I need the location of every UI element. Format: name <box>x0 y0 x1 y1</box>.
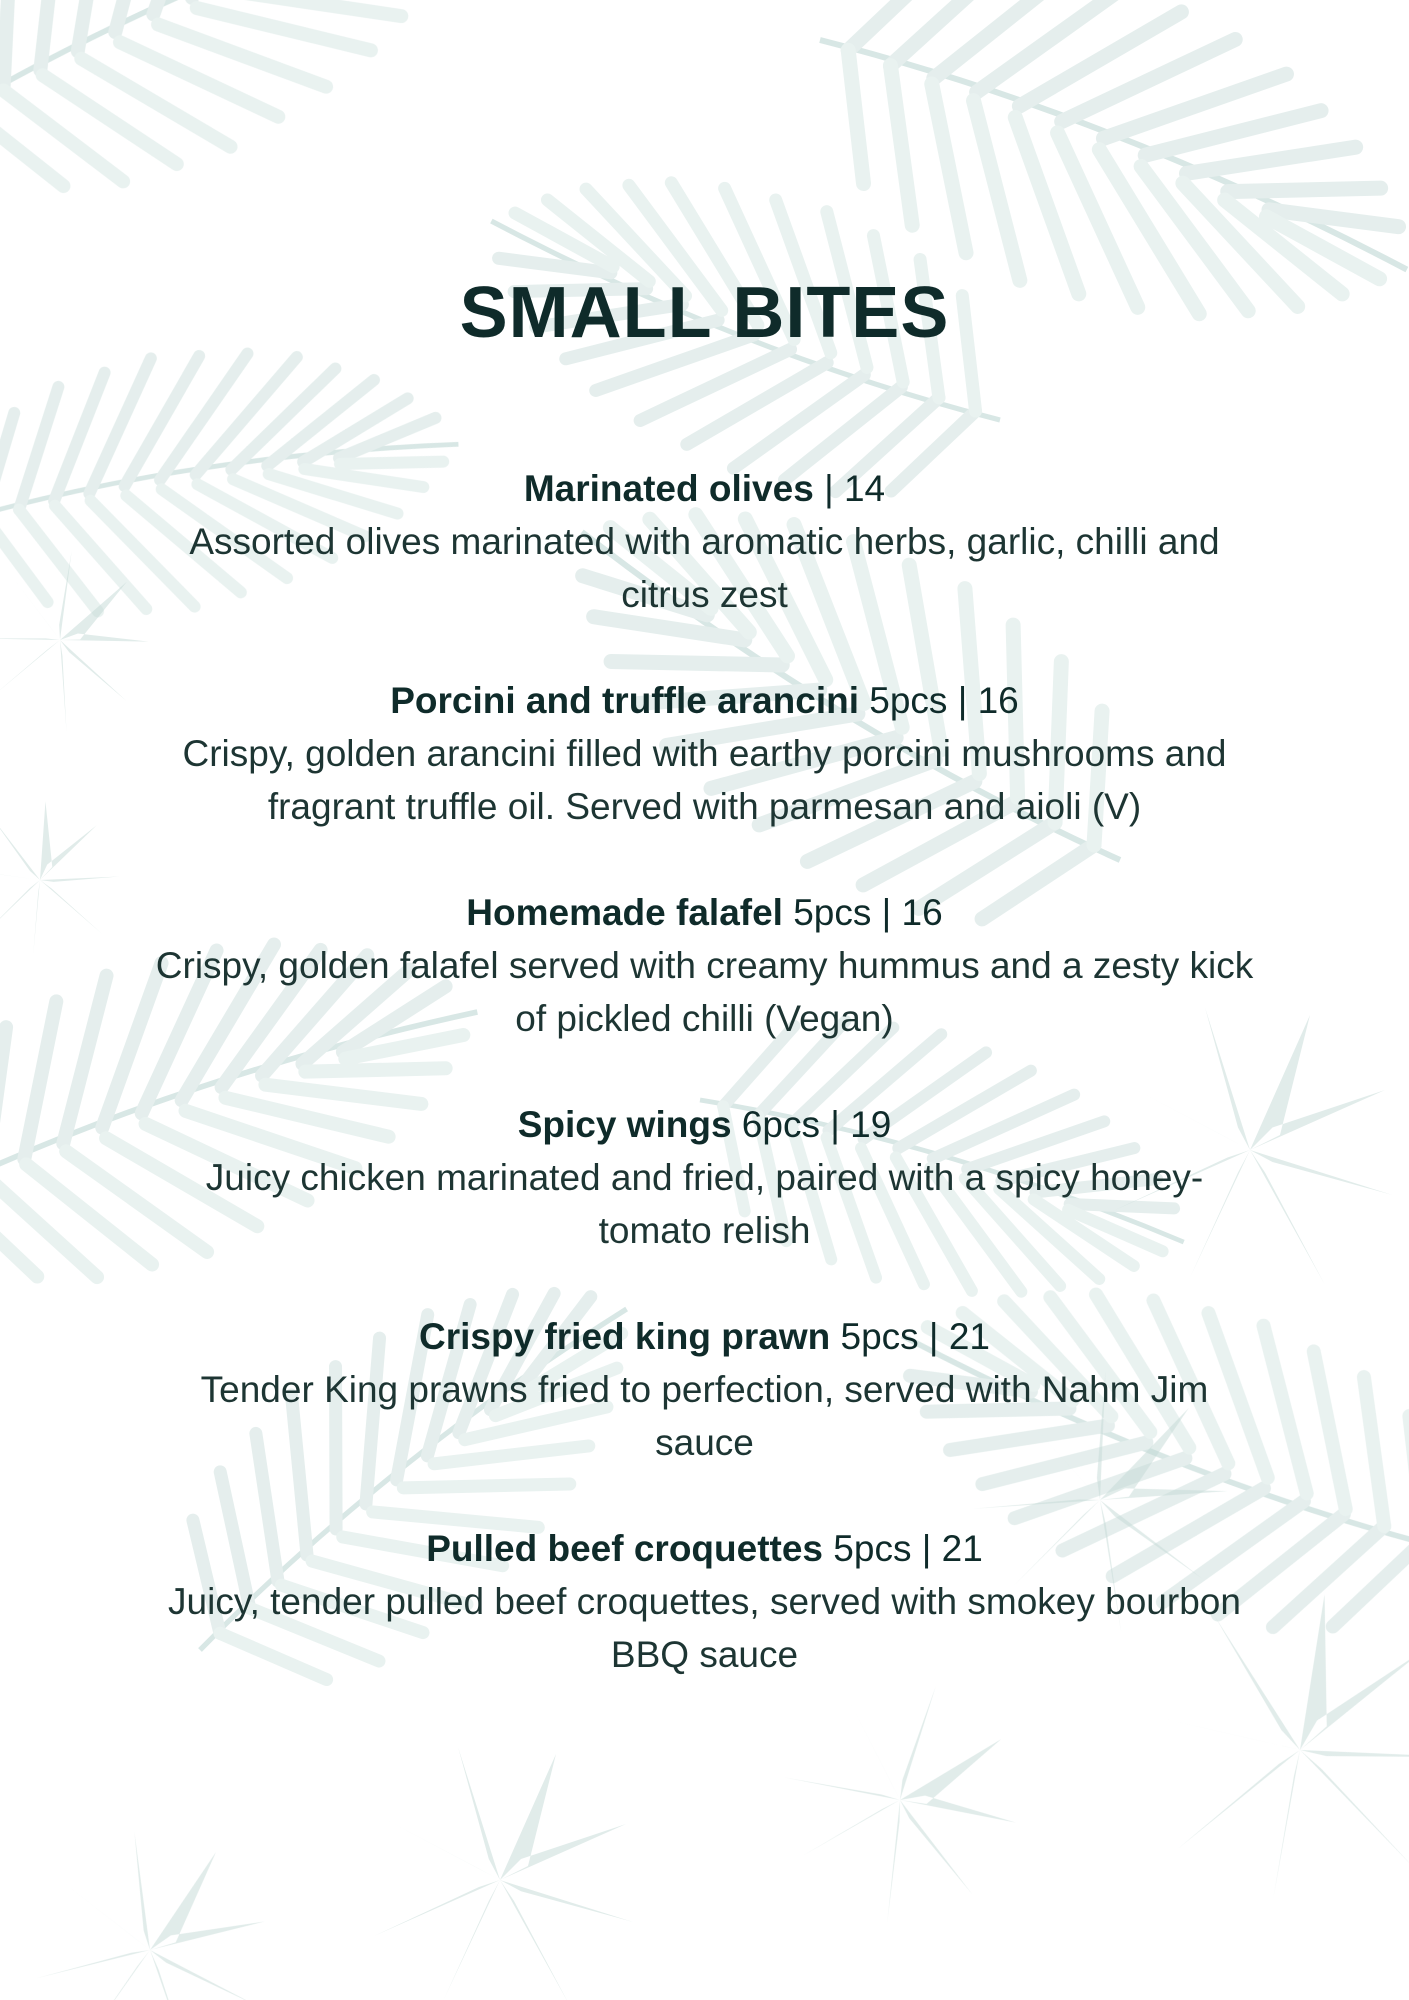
menu-item <box>120 674 1289 886</box>
menu-item-description: Juicy, tender pulled beef croquettes, served with smokey bourbon BBQ sauce <box>168 1581 1241 1675</box>
menu-item-name: Crispy fried king prawn <box>419 1316 831 1357</box>
menu-item-price: 5pcs | 21 <box>823 1528 983 1569</box>
menu-item-heading <box>120 886 1289 939</box>
menu-item-heading <box>120 462 1289 515</box>
menu-item-price: 5pcs | 21 <box>830 1316 990 1357</box>
menu-item-price: 5pcs | 16 <box>782 892 943 933</box>
menu-item-name: Porcini and truffle arancini <box>390 680 859 721</box>
menu-item-heading <box>120 1098 1289 1151</box>
menu-item-price: 5pcs | 16 <box>859 680 1019 721</box>
menu-item-price: 6pcs | 19 <box>731 1104 892 1145</box>
page-title: SMALL BITES <box>459 273 950 353</box>
menu-list <box>120 462 1289 1734</box>
menu-item-description: Tender King prawns fried to perfection, served with Nahm Jim sauce <box>200 1369 1209 1463</box>
menu-item-heading <box>120 674 1289 727</box>
menu-item-description: Crispy, golden falafel served with creamy hummus and a zesty kick of pickled chilli (Vegan) <box>155 945 1254 1039</box>
menu-item-name: Homemade falafel <box>466 892 783 933</box>
menu-item <box>120 1098 1289 1310</box>
menu-item-price: | 14 <box>813 468 886 509</box>
menu-item-name: Pulled beef croquettes <box>426 1528 824 1569</box>
menu-item-name: Marinated olives <box>523 468 814 509</box>
menu-item <box>120 462 1289 674</box>
menu-item-description: Crispy, golden arancini filled with earthy porcini mushrooms and fragrant truffle oil. Served with parmesan and aioli (V) <box>182 733 1227 827</box>
menu-item <box>120 886 1289 1098</box>
menu-item <box>120 1310 1289 1522</box>
menu-item <box>120 1522 1289 1734</box>
menu-item-description: Assorted olives marinated with aromatic herbs, garlic, chilli and citrus zest <box>189 521 1220 615</box>
menu-item-name: Spicy wings <box>517 1104 732 1145</box>
menu-item-description: Juicy chicken marinated and fried, paired with a spicy honey-tomato relish <box>205 1157 1204 1251</box>
menu-item-heading <box>120 1522 1289 1575</box>
menu-item-heading <box>120 1310 1289 1363</box>
